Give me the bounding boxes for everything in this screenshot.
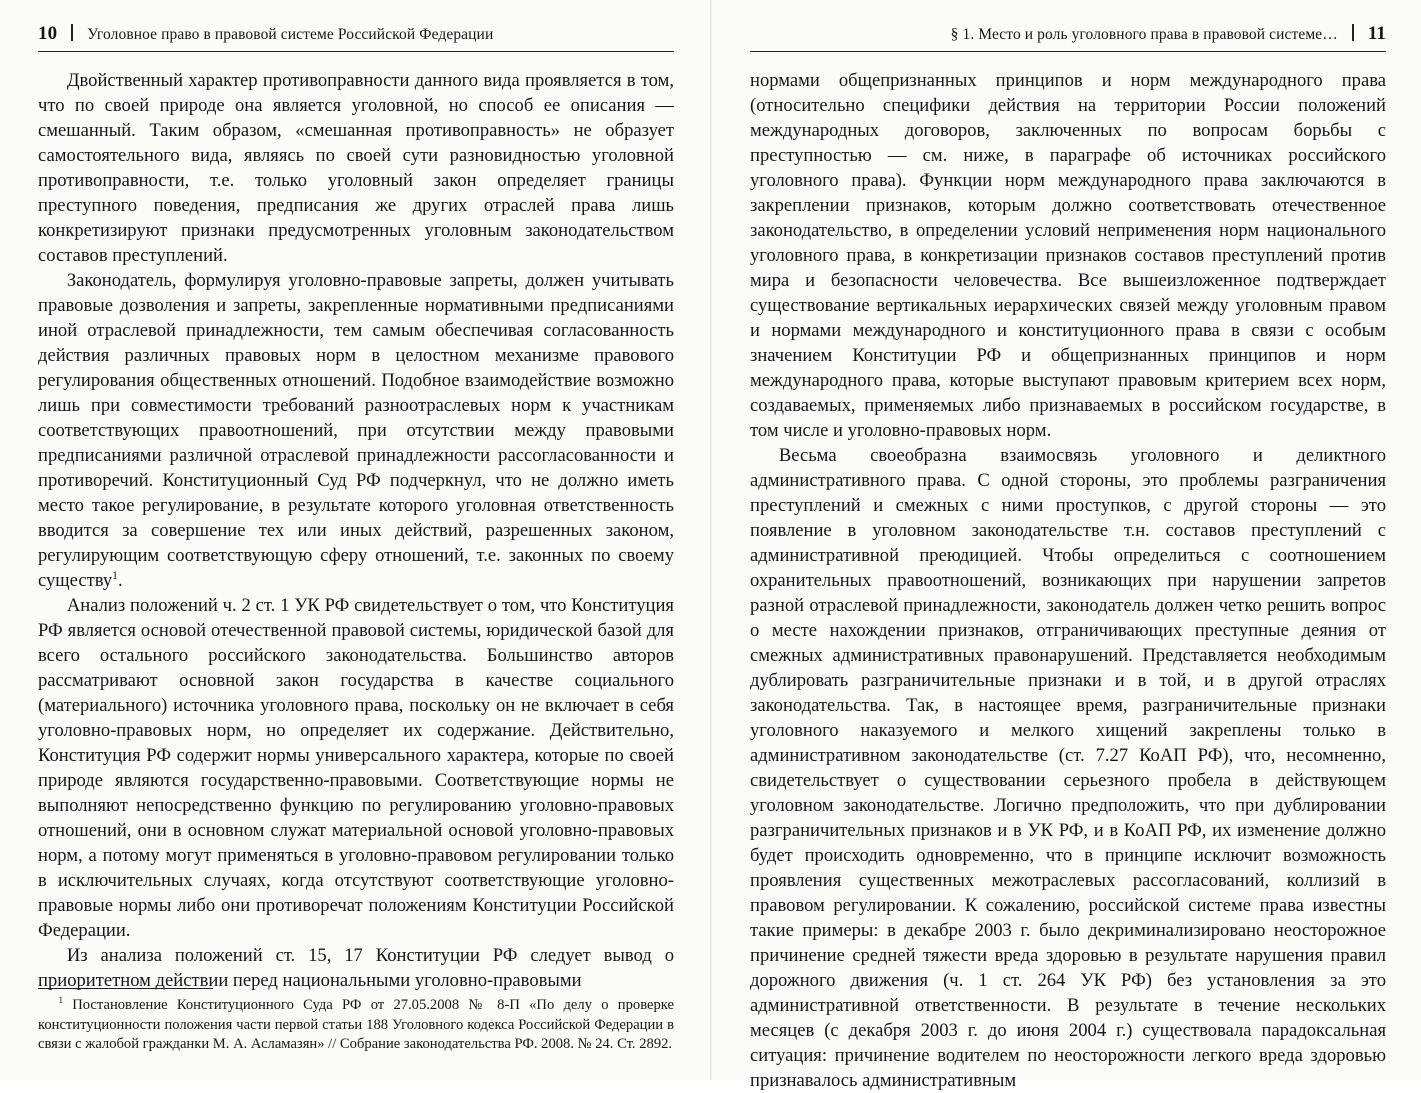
paragraph: Законодатель, формулируя уголовно-правовые запреты, должен учитывать правовые дозволения и запреты, закрепленные нормативными предписаниями иной отраслевой принадлежности, тем самым обеспечивая согласованность действия различных правовых норм в целостном механизме правового регулирования общественных отношений. Подобное взаимодействие возможно лишь при совместимости требований разноотраслевых норм к участникам соответствующих правоотношений, при отсутствии между правовыми предписаниями различной отраслевой принадлежности рассогласованности и противоречий. Конституционный Суд РФ подчеркнул, что не должно иметь место такое регулирование, в результате которого уголовная ответственность вводится за совершение тех или иных действий, разрешенных законом, регулирующим соответствующую сферу отношений, т.е. законных по своему существу$^1$. [38,270,674,591]
footnote-block [38,996,674,1054]
left-body-text [38,68,674,993]
right-folio: 11 [1367,23,1386,44]
left-footnote-area [38,988,674,1054]
right-page [710,0,1420,1091]
paragraph: Весьма своеобразна взаимосвязь уголовного и деликтного административного права. С одной стороны, это проблемы разграничения преступлений и смежных с ними проступков, с другой стороны — это появление в уголовном законодательстве т.н. составов преступлений с административной преюдицией. Чтобы определиться с соотношением охранительных правоотношений, возникающих при нарушении запретов разной отраслевой принадлежности, законодатель должен четко решить вопрос о месте нахождении признаков, отграничивающих преступные деяния от смежных административных правонарушений. Представляется необходимым дублировать разграничительные признаки и в той, и в другой отраслях законодательства. Так, в настоящее время, разграничительные признаки уголовного наказуемого и мелкого хищений закреплены только в административном законодательстве (ст. 7.27 КоАП РФ), что, несомненно, свидетельствует о существовании серьезного пробела в действующем уголовном законодательстве. Логично предположить, что при дублировании разграничительных признаков и в УК РФ, и в КоАП РФ, их изменение должно будет происходить одновременно, что в принципе исключит возможность проявления существенных межотраслевых рассогласований, коллизий в правовом регулировании. К сожалению, российской системе права известны такие примеры: в декабре 2003 г. было декриминализировано неосторожное причинение средней тяжести вреда здоровью в результате нарушения правил дорожного движения (ч. 1 ст. 264 УК РФ) без установления за это административной ответственности. В результате в течение нескольких месяцев (с декабря 2003 г. до июня 2004 г.) существовала парадоксальная ситуация: причинение водителем по неосторожности легкого вреда здоровью признавалось административным [750,445,1386,1091]
left-head-rule [38,51,674,52]
running-head-divider [1352,24,1354,41]
footnote-reference: 1 [112,569,118,582]
footnote-rule [38,988,213,989]
left-page [0,0,710,1080]
paragraph-text: Законодатель, формулируя уголовно-правовые запреты, должен учитывать правовые дозволения и запреты, закрепленные нормативными предписаниями иной отраслевой принадлежности, тем самым обеспечивая согласованность действия различных правовых норм в целостном механизме правового регулирования общественных отношений. Подобное взаимодействие возможно лишь при совместимости требований разноотраслевых норм к участникам соответствующих правоотношений, при отсутствии между правовыми предписаниями различной отраслевой принадлежности рассогласованности и противоречий. Конституционный Суд РФ подчеркнул, что не должно иметь место такое регулирование, в результате которого уголовная ответственность вводится за совершение тех или иных действий, разрешенных законом, регулирующим соответствующую сферу отношений, т.е. законных по своему существу [38,270,674,591]
running-head-divider [71,24,73,41]
footnote-number: 1 [58,995,63,1006]
paragraph: Двойственный характер противоправности данного вида проявляется в том, что по своей природе она является уголовной, но способ ее описания — смешанный. Таким образом, «смешанная противоправность» не образует самостоятельного вида, являясь по своей сути разновидностью уголовной противоправности, т.е. только уголовный закон определяет границы преступного поведения, предписания же других отраслей права лишь конкретизируют признаки предусмотренных уголовным законодательством составов преступлений. [38,70,674,266]
paragraph: нормами общепризнанных принципов и норм международного права (относительно специфики действия на территории России положений международных договоров, заключенных по вопросам борьбы с преступностью — см. ниже, в параграфе об источниках российского уголовного права). Функции норм международного права заключаются в закреплении признаков, которым должно соответствовать отечественное законодательство, в определении условий неприменения норм национального уголовного права, в конкретизации признаков составов преступлений против мира и безопасности человечества. Все вышеизложенное подтверждает существование вертикальных иерархических связей между уголовным правом и нормами международного и конституционного права в связи с особым значением Конституции РФ и общепризнанных принципов и норм международного права, которые выступают правовым критерием всех норм, создаваемых, применяемых либо признаваемых в российском государстве, в том числе и уголовно-правовых норм. [750,70,1386,441]
right-running-head [750,22,1386,45]
left-running-head-title: Уголовное право в правовой системе Российской Федерации [87,26,494,43]
footnote-text [38,996,674,1054]
left-folio: 10 [38,23,58,44]
left-running-head [38,22,674,45]
right-running-head-title: § 1. Место и роль уголовного права в правовой системе… [950,26,1338,43]
footnote-body: Постановление Конституционного Суда РФ от 27.05.2008 № 8-П «По делу о проверке конституционности положения части первой статьи 188 Уголовного кодекса Российской Федерации в связи с жалобой гражданки М. А. Асламазян» // Собрание законодательства РФ. 2008. № 24. Ст. 2892. [38,997,674,1052]
paragraph: Анализ положений ч. 2 ст. 1 УК РФ свидетельствует о том, что Конституция РФ является основой отечественной правовой системы, юридической базой для всего остального российского законодательства. Большинство авторов рассматривают основной закон государства в качестве социального (материального) источника уголовного права, поскольку он не включает в себя уголовно-правовых норм, но определяет их содержание. Действительно, Конституция РФ содержит нормы универсального характера, которые по своей природе являются государственно-правовыми. Соответствующие нормы не выполняют непосредственно функцию по регулированию уголовно-правовых отношений, они в основном служат материальной основой уголовно-правовых норм, а потому могут применяться в уголовно-правовом регулировании только в исключительных случаях, когда отсутствуют соответствующие уголовно-правовые нормы либо они противоречат положениям Конституции Российской Федерации. [38,595,674,941]
right-head-rule [750,51,1386,52]
right-body-text [750,68,1386,1093]
paragraph: Из анализа положений ст. 15, 17 Конституции РФ следует вывод о приоритетном действии перед национальными уголовно-правовыми [38,945,674,991]
